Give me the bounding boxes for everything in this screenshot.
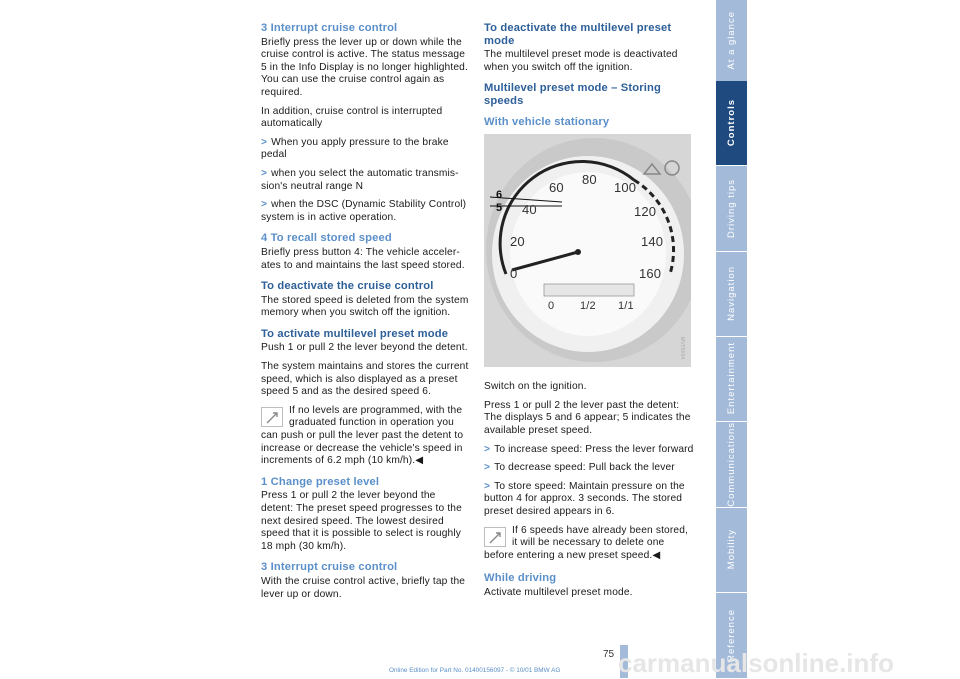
- dial-tick-120: 120: [634, 204, 657, 220]
- speedometer-illustration: [484, 134, 691, 367]
- tab-label: At a glance: [726, 11, 737, 70]
- list-item: [261, 137, 469, 162]
- list-item-text: When you apply pressure to the brake pedal: [261, 136, 449, 161]
- tab-label: Navigation: [726, 266, 737, 321]
- bullet-marker: >: [484, 443, 491, 455]
- note-block: [261, 405, 469, 468]
- list-item-text: To decrease speed: Pull back the lever: [494, 462, 675, 474]
- fuel-tick-half: 1/2: [580, 300, 596, 313]
- list-item-text: To increase speed: Press the lever forward: [494, 443, 694, 455]
- right-column: [484, 22, 694, 605]
- heading-interrupt-cruise-control-2: 3 Interrupt cruise control: [261, 561, 398, 574]
- bullet-marker: >: [261, 167, 268, 179]
- list-item-text: when you select the automatic transmis-sion's neutral range N: [261, 167, 459, 192]
- dial-tick-100: 100: [614, 180, 637, 196]
- heading-while-driving: While driving: [484, 572, 557, 585]
- paragraph: Activate multilevel preset mode.: [484, 586, 633, 598]
- tab-controls[interactable]: [716, 81, 747, 166]
- tab-label: Controls: [726, 99, 737, 147]
- speedometer-figure: [484, 134, 691, 367]
- dial-tick-160: 160: [639, 266, 662, 282]
- paragraph: Briefly press the lever up or down while the cruise control is active. The status message 5 in the Info Display is no longer highlighted. You can use the cruise control again as required.: [261, 36, 468, 98]
- tab-label: Entertainment: [726, 342, 737, 415]
- heading-storing-speeds: Multilevel preset mode – Storing speeds: [484, 82, 661, 107]
- heading-recall-stored-speed: 4 To recall stored speed: [261, 232, 392, 245]
- end-mark: ◀: [415, 455, 424, 467]
- list-item: [261, 199, 469, 224]
- dial-tick-0: 0: [510, 266, 518, 282]
- note-icon: [484, 527, 506, 547]
- tab-driving-tips[interactable]: [716, 165, 747, 252]
- watermark: carmanualsonline.info: [618, 648, 894, 678]
- heading-activate-multilevel: To activate multilevel preset mode: [261, 327, 449, 340]
- paragraph: The system maintains and stores the current speed, which is also displayed as a preset speed 5 and as the desired speed 6.: [261, 361, 469, 398]
- page-number: 75: [603, 649, 615, 660]
- paragraph: The multilevel preset mode is deactivated when you switch off the ignition.: [484, 49, 678, 73]
- dial-tick-140: 140: [641, 234, 664, 250]
- heading-deactivate-cruise-control: To deactivate the cruise control: [261, 280, 434, 293]
- tab-label: Communications: [726, 421, 737, 507]
- paragraph: Push 1 or pull 2 the lever beyond the detent.: [261, 342, 468, 354]
- end-mark: ◀: [652, 549, 661, 561]
- heading-deactivate-multilevel: To deactivate the multilevel preset mode: [484, 22, 672, 47]
- bullet-marker: >: [261, 136, 268, 148]
- fuel-tick-0: 0: [548, 300, 555, 313]
- tab-label: Reference: [726, 608, 737, 662]
- callout-5: 5: [496, 202, 503, 215]
- tab-navigation[interactable]: [716, 251, 747, 337]
- dial-tick-40: 40: [522, 202, 537, 218]
- list-item: [484, 481, 694, 519]
- tab-communications[interactable]: [716, 421, 747, 508]
- note-text: If no levels are programmed, with the graduated function in operation you can push or pull the lever past the detent to increase or decrease the vehicle's speed in increments of 6.2 mph (10 km/h).: [261, 404, 464, 467]
- paragraph: The stored speed is deleted from the system memory when you switch off the ignition.: [261, 294, 469, 319]
- figure-code: MV05004: [679, 336, 685, 360]
- bullet-marker: >: [484, 480, 491, 492]
- paragraph: With the cruise control active, briefly tap the lever up or down.: [261, 575, 466, 600]
- dial-tick-20: 20: [510, 234, 525, 250]
- chapter-sidebar: [716, 0, 747, 678]
- heading-interrupt-cruise-control: 3 Interrupt cruise control: [261, 22, 398, 34]
- note-block: [484, 525, 694, 563]
- tab-at-a-glance[interactable]: [716, 0, 747, 82]
- footer-edition: Online Edition for Part No. 01400156097 - © 10/01 BMW AG: [389, 667, 561, 674]
- list-item: [484, 444, 694, 457]
- bullet-marker: >: [484, 462, 491, 474]
- heading-vehicle-stationary: With vehicle stationary: [484, 115, 610, 128]
- paragraph: Press 1 or pull 2 the lever past the detent: The displays 5 and 6 appear; 5 indicates the available preset speed.: [484, 399, 691, 436]
- dial-tick-60: 60: [549, 180, 564, 196]
- tab-label: Driving tips: [726, 178, 737, 238]
- tab-entertainment[interactable]: [716, 336, 747, 422]
- list-item-text: when the DSC (Dynamic Stability Control) system is in active operation.: [261, 199, 467, 223]
- bullet-marker: >: [261, 199, 268, 211]
- paragraph: Briefly press button 4: The vehicle acceler-ates to and maintains the last speed stored.: [261, 246, 465, 271]
- dial-tick-80: 80: [582, 172, 597, 188]
- list-item: [261, 168, 469, 193]
- tab-label: Mobility: [726, 529, 737, 570]
- tab-mobility[interactable]: [716, 507, 747, 593]
- list-item: [484, 462, 694, 475]
- left-column: [261, 22, 469, 607]
- paragraph: Switch on the ignition.: [484, 381, 587, 393]
- list-item-text: To store speed: Maintain pressure on the button 4 for approx. 3 seconds. The stored preset desired appears in 6.: [484, 480, 685, 517]
- fuel-tick-full: 1/1: [618, 300, 634, 313]
- callout-6: 6: [496, 189, 503, 202]
- note-icon: [261, 407, 283, 427]
- paragraph: Press 1 or pull 2 the lever beyond the detent: The preset speed progresses to the next desired speed. The lowest desired speed that it is possible to select is roughly 18 mph (30 km/h).: [261, 490, 462, 552]
- note-text: If 6 speeds have already been stored, it will be necessary to delete one before entering a new preset speed.: [484, 524, 689, 561]
- paragraph: In addition, cruise control is interrupted automatically: [261, 105, 443, 130]
- heading-change-preset-level: 1 Change preset level: [261, 475, 380, 488]
